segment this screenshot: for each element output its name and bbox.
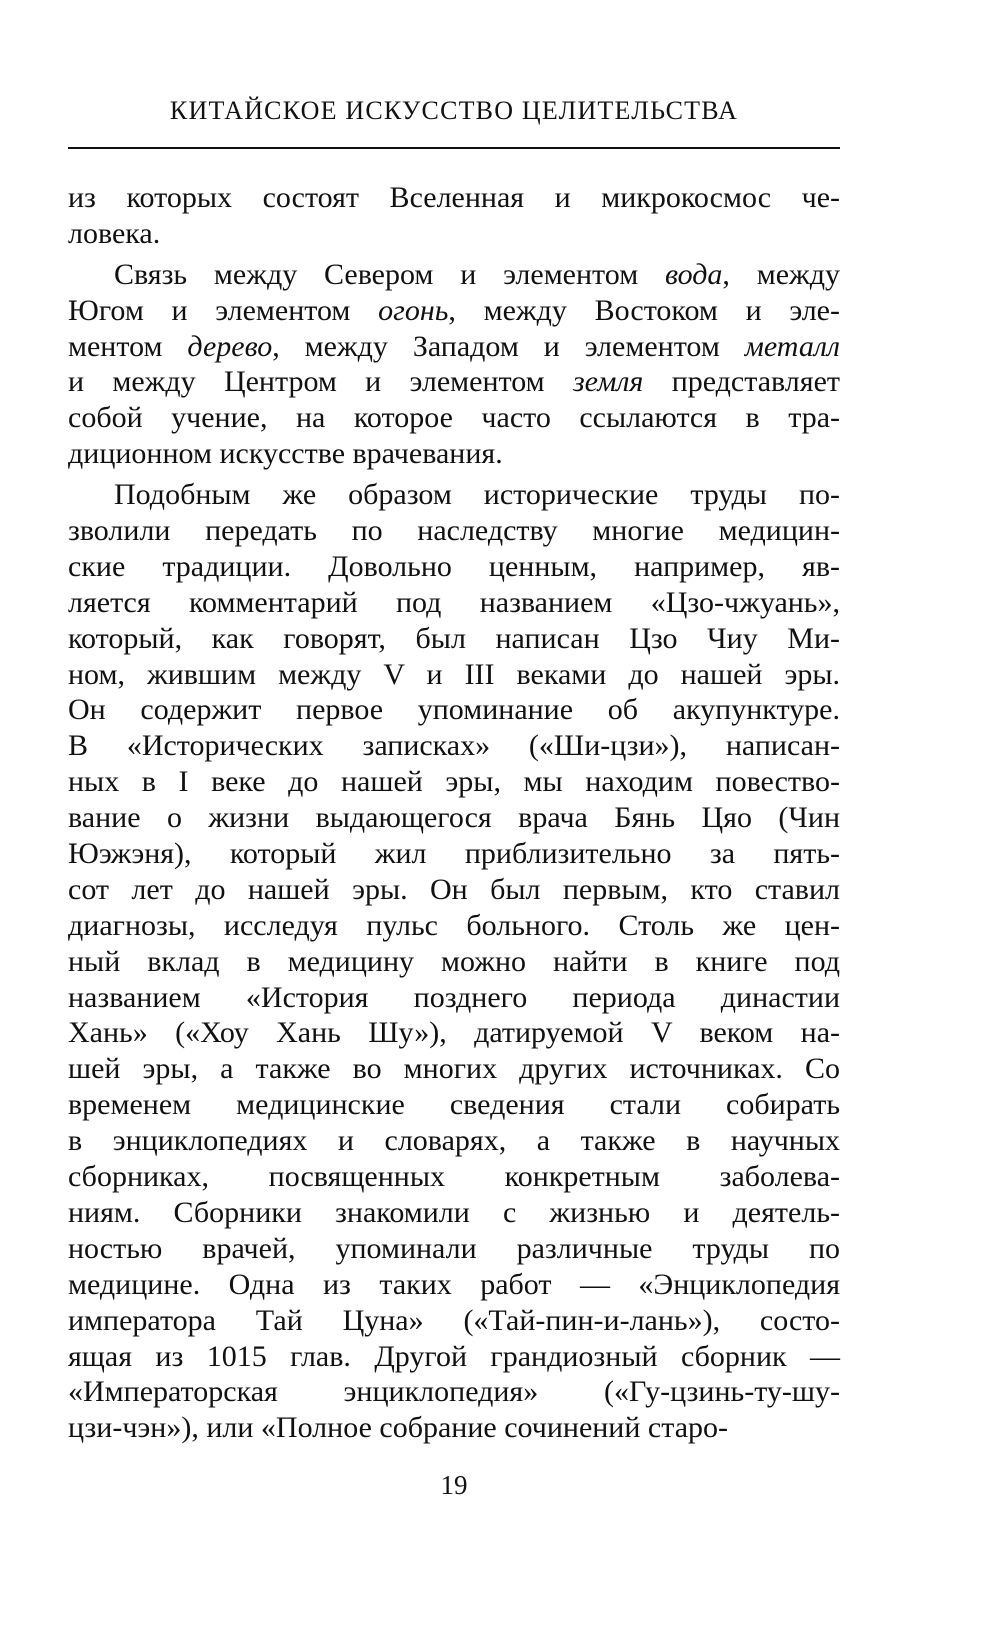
text-line xyxy=(68,364,840,400)
text-run: Связь между Севером и элементом xyxy=(114,257,665,291)
text-run: вание о жизни выдающегося врача Бянь Цяо (Чин xyxy=(68,801,840,835)
text-line xyxy=(68,1374,840,1410)
text-line xyxy=(68,436,840,472)
text-run: который, как говорят, был написан Цзо Чиу Ми- xyxy=(68,621,840,655)
text-line xyxy=(68,1195,840,1231)
text-run: ниям. Сборники знакомили с жизнью и деятель- xyxy=(68,1195,840,1229)
text-run: ных в I веке до нашей эры, мы находим повество- xyxy=(68,765,840,799)
page-number: 19 xyxy=(440,1470,468,1500)
body-text xyxy=(68,180,840,1446)
text-run: императора Тай Цуна» («Тай-пин-и-лань»), состо- xyxy=(68,1303,840,1337)
text-run: ловека. xyxy=(68,216,161,250)
text-line xyxy=(68,872,840,908)
text-line xyxy=(68,944,840,980)
text-run: ляется комментарий под названием «Цзо-чжуань», xyxy=(68,585,840,619)
text-run: , между xyxy=(722,257,840,291)
text-line xyxy=(68,549,840,585)
text-line xyxy=(68,400,840,436)
text-run: Хань» («Хоу Хань Шу»), датируемой V веком на- xyxy=(68,1016,840,1050)
text-line xyxy=(68,1339,840,1375)
text-line xyxy=(68,1015,840,1051)
text-line xyxy=(68,1051,840,1087)
text-line xyxy=(68,216,840,252)
italic-term: огонь xyxy=(378,293,449,327)
text-run: Он содержит первое упоминание об акупунктуре. xyxy=(68,693,840,727)
text-line xyxy=(68,764,840,800)
text-line xyxy=(68,621,840,657)
text-run: Югом и элементом xyxy=(68,293,379,327)
text-line xyxy=(68,180,840,216)
text-run: собой учение, на которое часто ссылаются в тра- xyxy=(68,401,840,435)
text-line xyxy=(68,728,840,764)
text-line xyxy=(68,1303,840,1339)
text-run: сот лет до нашей эры. Он был первым, кто ставил xyxy=(68,872,840,906)
text-line xyxy=(68,585,840,621)
text-line xyxy=(68,477,840,513)
text-line xyxy=(68,980,840,1016)
text-run: и между Центром и элементом xyxy=(68,365,573,399)
text-line xyxy=(68,657,840,693)
text-run: шей эры, а также во многих других источниках. Со xyxy=(68,1052,840,1086)
text-run: ментом xyxy=(68,329,188,363)
header-rule xyxy=(68,147,840,149)
text-line xyxy=(68,1267,840,1303)
text-line xyxy=(68,692,840,728)
text-line xyxy=(68,1231,840,1267)
text-run: зволили передать по наследству многие медицин- xyxy=(68,514,840,548)
text-line xyxy=(68,1087,840,1123)
text-run: в энциклопедиях и словарях, а также в научных xyxy=(68,1124,840,1158)
italic-term: металл xyxy=(744,329,840,363)
text-run: диагнозы, исследуя пульс больного. Столь же цен- xyxy=(68,908,840,942)
text-line xyxy=(68,908,840,944)
text-run: временем медицинские сведения стали собирать xyxy=(68,1088,840,1122)
text-line xyxy=(68,293,840,329)
text-run: из которых состоят Вселенная и микрокосмос че- xyxy=(68,181,840,214)
text-run: ящая из 1015 глав. Другой грандиозный сборник — xyxy=(68,1339,840,1373)
text-run: ном, жившим между V и III веками до нашей эры. xyxy=(68,657,840,691)
text-line xyxy=(68,257,840,293)
text-run: Юэжэня), который жил приблизительно за пять- xyxy=(68,837,840,871)
italic-term: земля xyxy=(572,365,644,399)
text-line xyxy=(68,836,840,872)
running-head: КИТАЙСКОЕ ИСКУССТВО ЦЕЛИТЕЛЬСТВА xyxy=(169,96,739,125)
text-line xyxy=(68,329,840,365)
text-run: ские традиции. Довольно ценным, например, яв- xyxy=(68,549,840,583)
text-line xyxy=(68,1410,840,1446)
text-run: ный вклад в медицину можно найти в книге под xyxy=(68,944,840,978)
text-line xyxy=(68,1159,840,1195)
italic-term: дерево xyxy=(187,329,273,363)
text-run: названием «История позднего периода династии xyxy=(68,980,840,1014)
text-run: диционном искусстве врачевания. xyxy=(68,437,503,471)
text-line xyxy=(68,1123,840,1159)
text-run: , между Западом и элементом xyxy=(272,329,745,363)
text-run: В «Исторических записках» («Ши-цзи»), написан- xyxy=(68,729,840,763)
text-run: Подобным же образом исторические труды по- xyxy=(114,478,840,512)
text-run: представляет xyxy=(643,365,841,399)
text-run: сборниках, посвященных конкретным заболева- xyxy=(68,1160,840,1194)
text-line xyxy=(68,800,840,836)
text-run: медицине. Одна из таких работ — «Энциклопедия xyxy=(68,1267,840,1301)
text-run: , между Востоком и эле- xyxy=(448,293,840,327)
text-line xyxy=(68,513,840,549)
text-run: «Императорская энциклопедия» («Гу-цзинь-ту-шу- xyxy=(68,1375,840,1409)
italic-term: вода xyxy=(664,257,723,291)
text-run: ностью врачей, упоминали различные труды по xyxy=(68,1231,840,1265)
text-run: цзи-чэн»), или «Полное собрание сочинений старо- xyxy=(68,1411,729,1445)
